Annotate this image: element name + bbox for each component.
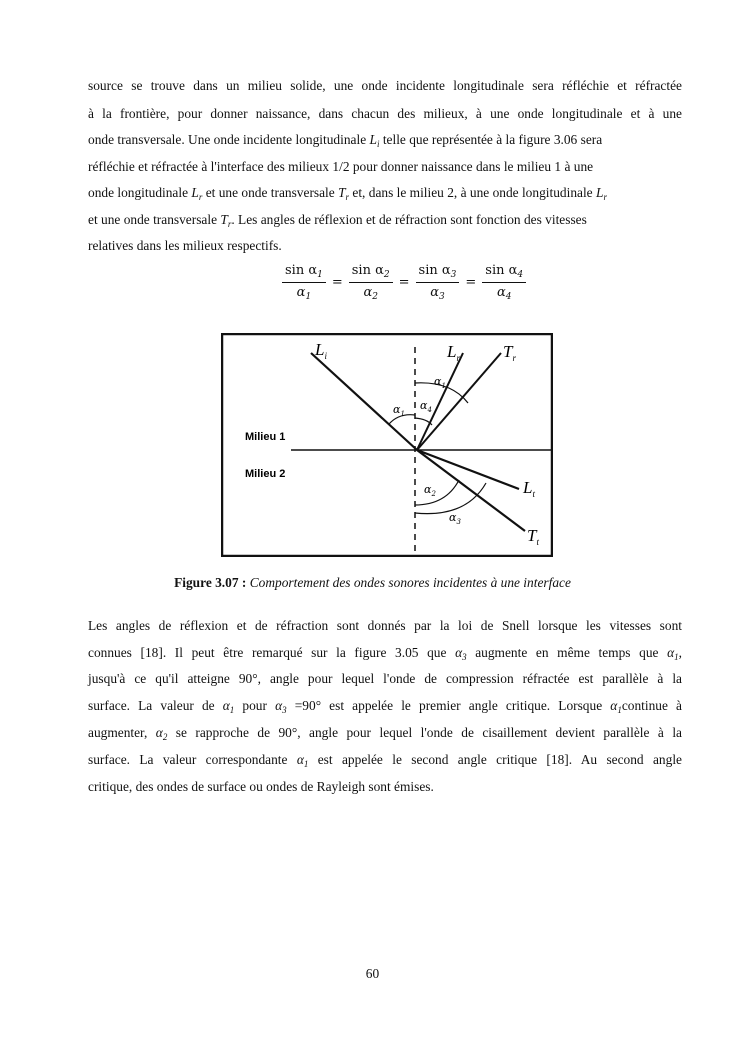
para1-line-3: onde transversale. Une onde incidente longitudinale $L_i$ telle que représentée à la figure 3.06 sera (88, 132, 603, 149)
label-li: $L_i$ (315, 340, 327, 361)
para1-line-1: source se trouve dans un milieu solide, une onde incidente longitudinale sera réfléchie et réfractée (88, 78, 682, 93)
fraction-3: $\frac{\sin \alpha_3}{\alpha_3}$ (416, 263, 460, 302)
para1-line-6: et une onde transversale $T_r$. Les angles de réflexion et de réfraction sont fonction des vitesses (88, 212, 587, 229)
label-lt: $L_t$ (523, 478, 535, 499)
para1-line-2: à la frontière, pour donner naissance, dans chacun des milieux, à une onde longitudinale et à une (88, 106, 682, 121)
label-alpha-left: $\alpha_1$ (393, 403, 405, 418)
para2-line-3: jusqu'à ce qu'il atteigne 90°, angle pour lequel l'onde de compression réfractée est parallèle à la (88, 671, 682, 686)
para1-line-7: relatives dans les milieux respectifs. (88, 238, 282, 253)
fraction-4: $\frac{\sin \alpha_4}{\alpha_4}$ (482, 263, 526, 302)
label-alpha4: $\alpha_4$ (420, 399, 432, 414)
label-alpha3: $\alpha_3$ (449, 511, 461, 526)
label-lr: $L_r$ (447, 342, 460, 363)
para2-line-7: critique, des ondes de surface ou ondes de Rayleigh sont émises. (88, 779, 434, 794)
para1-line-4: réfléchie et réfractée à l'interface des milieux 1/2 pour donner naissance dans le milieu 1 à une (88, 159, 594, 174)
label-tt: $T_t$ (527, 526, 539, 547)
label-alpha2: $\alpha_2$ (424, 483, 436, 498)
page-number: 60 (365, 966, 380, 981)
para2-line-2: connues [18]. Il peut être remarqué sur la figure 3.05 que $\alpha_3$ augmente en même temps que $\alpha_1$, (88, 645, 682, 662)
wave-interface-figure (221, 333, 553, 557)
para1-line-5: onde longitudinale $L_r$ et une onde transversale $T_r$ et, dans le milieu 2, à une onde longitudinale $L_r$ (88, 185, 607, 202)
label-milieu-1: Milieu 1 (245, 431, 286, 443)
fraction-1: $\frac{\sin \alpha_1}{\alpha_1}$ (282, 263, 326, 302)
snell-equation: $\frac{\sin \alpha_1}{\alpha_1}$ = $\frac{\sin \alpha_2}{\alpha_2}$ = $\frac{\sin \alpha_3}{\alpha_3}$ = $\frac{\sin \alpha_4}{\alpha_4}$ (280, 262, 528, 302)
para2-line-1: Les angles de réflexion et de réfraction sont donnés par la loi de Snell lorsque les vitesses sont (88, 618, 682, 633)
label-milieu-2: Milieu 2 (245, 468, 286, 480)
label-tr: $T_r$ (503, 342, 516, 363)
para2-line-5: augmenter, $\alpha_2$ se rapproche de 90°, angle pour lequel l'onde de cisaillement devient parallèle à la (88, 725, 682, 742)
fraction-2: $\frac{\sin \alpha_2}{\alpha_2}$ (349, 263, 393, 302)
para2-line-6: surface. La valeur correspondante $\alpha_1$ est appelée le second angle critique [18]. Au second angle (88, 752, 682, 769)
label-alpha1: $\alpha_1$ (434, 375, 446, 390)
figure-caption: Figure 3.07 : Comportement des ondes sonores incidentes à une interface (174, 575, 571, 590)
para2-line-4: surface. La valeur de $\alpha_1$ pour $\alpha_3 =90^\circ$ est appelée le premier angle critique. Lorsque $\alpha_1continue$ à (88, 698, 682, 715)
figure-frame (222, 334, 552, 556)
